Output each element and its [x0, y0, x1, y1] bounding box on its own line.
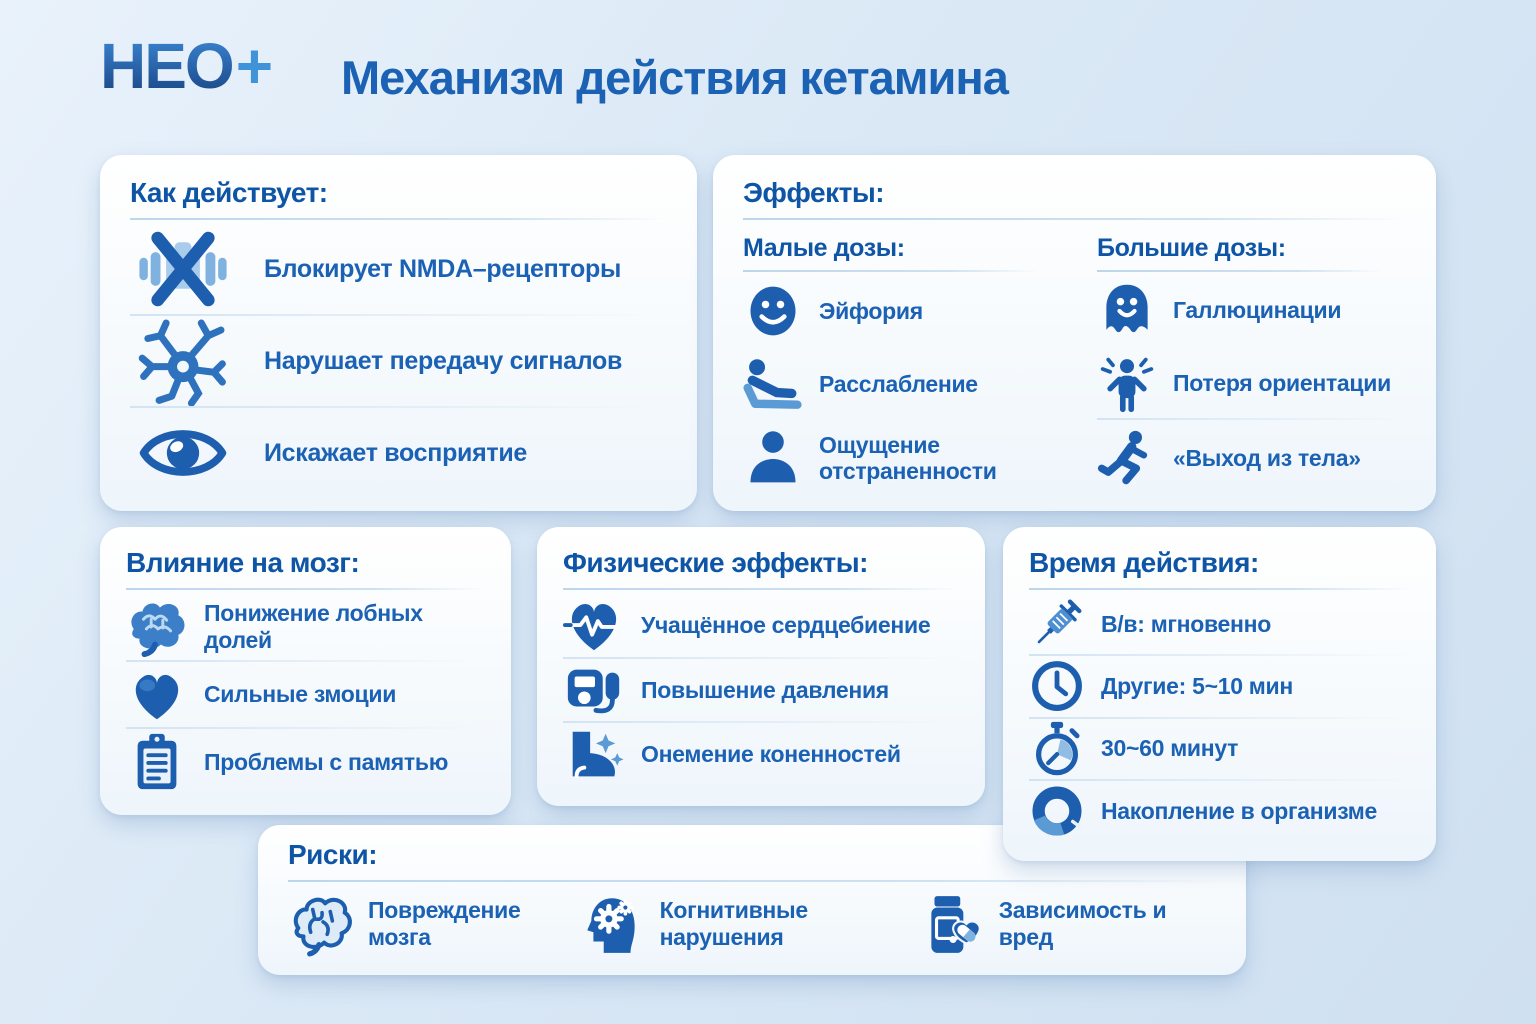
list-item	[130, 408, 667, 498]
item-label: Эйфория	[819, 297, 923, 324]
card-rows	[130, 224, 667, 498]
list-item	[563, 594, 959, 657]
list-item	[130, 224, 667, 314]
risk-row	[288, 886, 1216, 961]
item-label: 30~60 минут	[1101, 735, 1239, 762]
item-label: Повышение давления	[641, 676, 889, 703]
list-item	[563, 723, 959, 786]
clipboard-icon	[126, 731, 188, 793]
effects-columns	[743, 234, 1406, 493]
item-label: Галлюцинации	[1173, 297, 1342, 324]
list-item	[1097, 349, 1406, 418]
card-brain-influence	[100, 527, 511, 815]
column-underline	[1097, 270, 1381, 272]
item-label: Сильные змоции	[204, 681, 397, 708]
eye-icon	[130, 408, 236, 498]
floating-person-icon	[1097, 428, 1157, 490]
item-label: Когнитивные нарушения	[659, 897, 808, 950]
title-underline	[130, 218, 667, 220]
card-duration	[1003, 527, 1436, 861]
numb-foot-icon	[563, 724, 625, 786]
row-divider	[1097, 418, 1406, 420]
smiley-face-icon	[743, 280, 803, 342]
card-title: Как действует:	[130, 177, 328, 208]
page-title: Механизм действия кетамина	[341, 51, 1008, 104]
item-label: Другие: 5~10 мин	[1101, 673, 1293, 700]
list-item	[563, 659, 959, 722]
card-rows	[126, 594, 485, 795]
item-label: В/в: мгновенно	[1101, 610, 1271, 637]
card-effects	[713, 155, 1436, 511]
column-underline	[743, 270, 1037, 272]
item-label: Учащённое сердцебиение	[641, 612, 931, 639]
list-item	[126, 729, 485, 795]
card-title: Риски:	[288, 839, 378, 870]
list-item	[130, 316, 667, 406]
card-rows	[563, 594, 959, 786]
brain-icon	[126, 596, 188, 658]
nmda-receptor-blocked-icon	[130, 224, 236, 314]
card-how-it-works	[100, 155, 697, 511]
card-title: Влияние на мозг:	[126, 547, 360, 578]
list-item	[743, 276, 1063, 346]
list-item	[743, 350, 1063, 420]
item-label: Блокирует NMDA–рецепторы	[264, 254, 621, 283]
column-title: Большие дозы:	[1097, 234, 1286, 262]
title-underline	[743, 218, 1406, 220]
heartbeat-heart-icon	[563, 594, 625, 656]
item-label: Расслабление	[819, 371, 978, 398]
neuron-icon	[130, 316, 236, 406]
item-label: Накопление в организме	[1101, 797, 1377, 824]
list-item	[1029, 781, 1410, 841]
list-item	[1097, 424, 1406, 493]
clock-icon	[1029, 658, 1085, 714]
list-item	[743, 423, 1063, 493]
list-item	[126, 662, 485, 728]
list-item	[1029, 594, 1410, 654]
reclining-person-icon	[743, 354, 803, 416]
list-item	[1029, 656, 1410, 716]
damaged-brain-icon	[288, 888, 354, 960]
title-underline	[563, 588, 959, 590]
list-item	[126, 594, 485, 660]
ghost-icon	[1097, 280, 1157, 342]
item-label: Зависимость и вред	[998, 897, 1167, 950]
item-label: «Выход из тела»	[1173, 445, 1361, 472]
logo-plus-icon: +	[235, 30, 272, 102]
item-label: Ощущение отстраненности	[819, 431, 997, 485]
list-item	[580, 888, 879, 960]
stopwatch-icon	[1029, 721, 1085, 777]
logo-text: НЕО	[100, 30, 233, 102]
large-doses-column	[1097, 234, 1406, 493]
head-gears-icon	[580, 888, 646, 960]
list-item	[288, 888, 540, 960]
card-title: Эффекты:	[743, 177, 885, 208]
title-underline	[1029, 588, 1410, 590]
card-title: Физические эффекты:	[563, 547, 868, 578]
person-silhouette-icon	[743, 427, 803, 489]
title-underline	[288, 880, 1216, 882]
syringe-icon	[1029, 596, 1085, 652]
card-physical-effects	[537, 527, 985, 806]
neo-plus-logo	[100, 30, 272, 102]
small-doses-column	[743, 234, 1063, 493]
item-label: Искажает восприятие	[264, 438, 528, 467]
item-label: Нарушает передачу сигналов	[264, 346, 623, 375]
pill-bottle-icon	[919, 888, 985, 960]
item-label: Повреждение мозга	[368, 897, 521, 950]
heart-icon	[126, 664, 188, 726]
title-underline	[126, 588, 485, 590]
card-rows	[1029, 594, 1410, 841]
list-item	[1097, 276, 1406, 345]
donut-chart-icon	[1029, 783, 1085, 839]
list-item	[1029, 719, 1410, 779]
blood-pressure-monitor-icon	[563, 659, 625, 721]
list-item	[919, 888, 1176, 960]
item-label: Проблемы с памятью	[204, 748, 449, 775]
item-label: Онемение коненностей	[641, 741, 901, 768]
item-label: Понижение лобных долей	[204, 600, 423, 653]
column-title: Малые дозы:	[743, 234, 905, 262]
card-title: Время действия:	[1029, 547, 1259, 578]
disoriented-person-icon	[1097, 353, 1157, 415]
item-label: Потеря ориентации	[1173, 370, 1391, 397]
